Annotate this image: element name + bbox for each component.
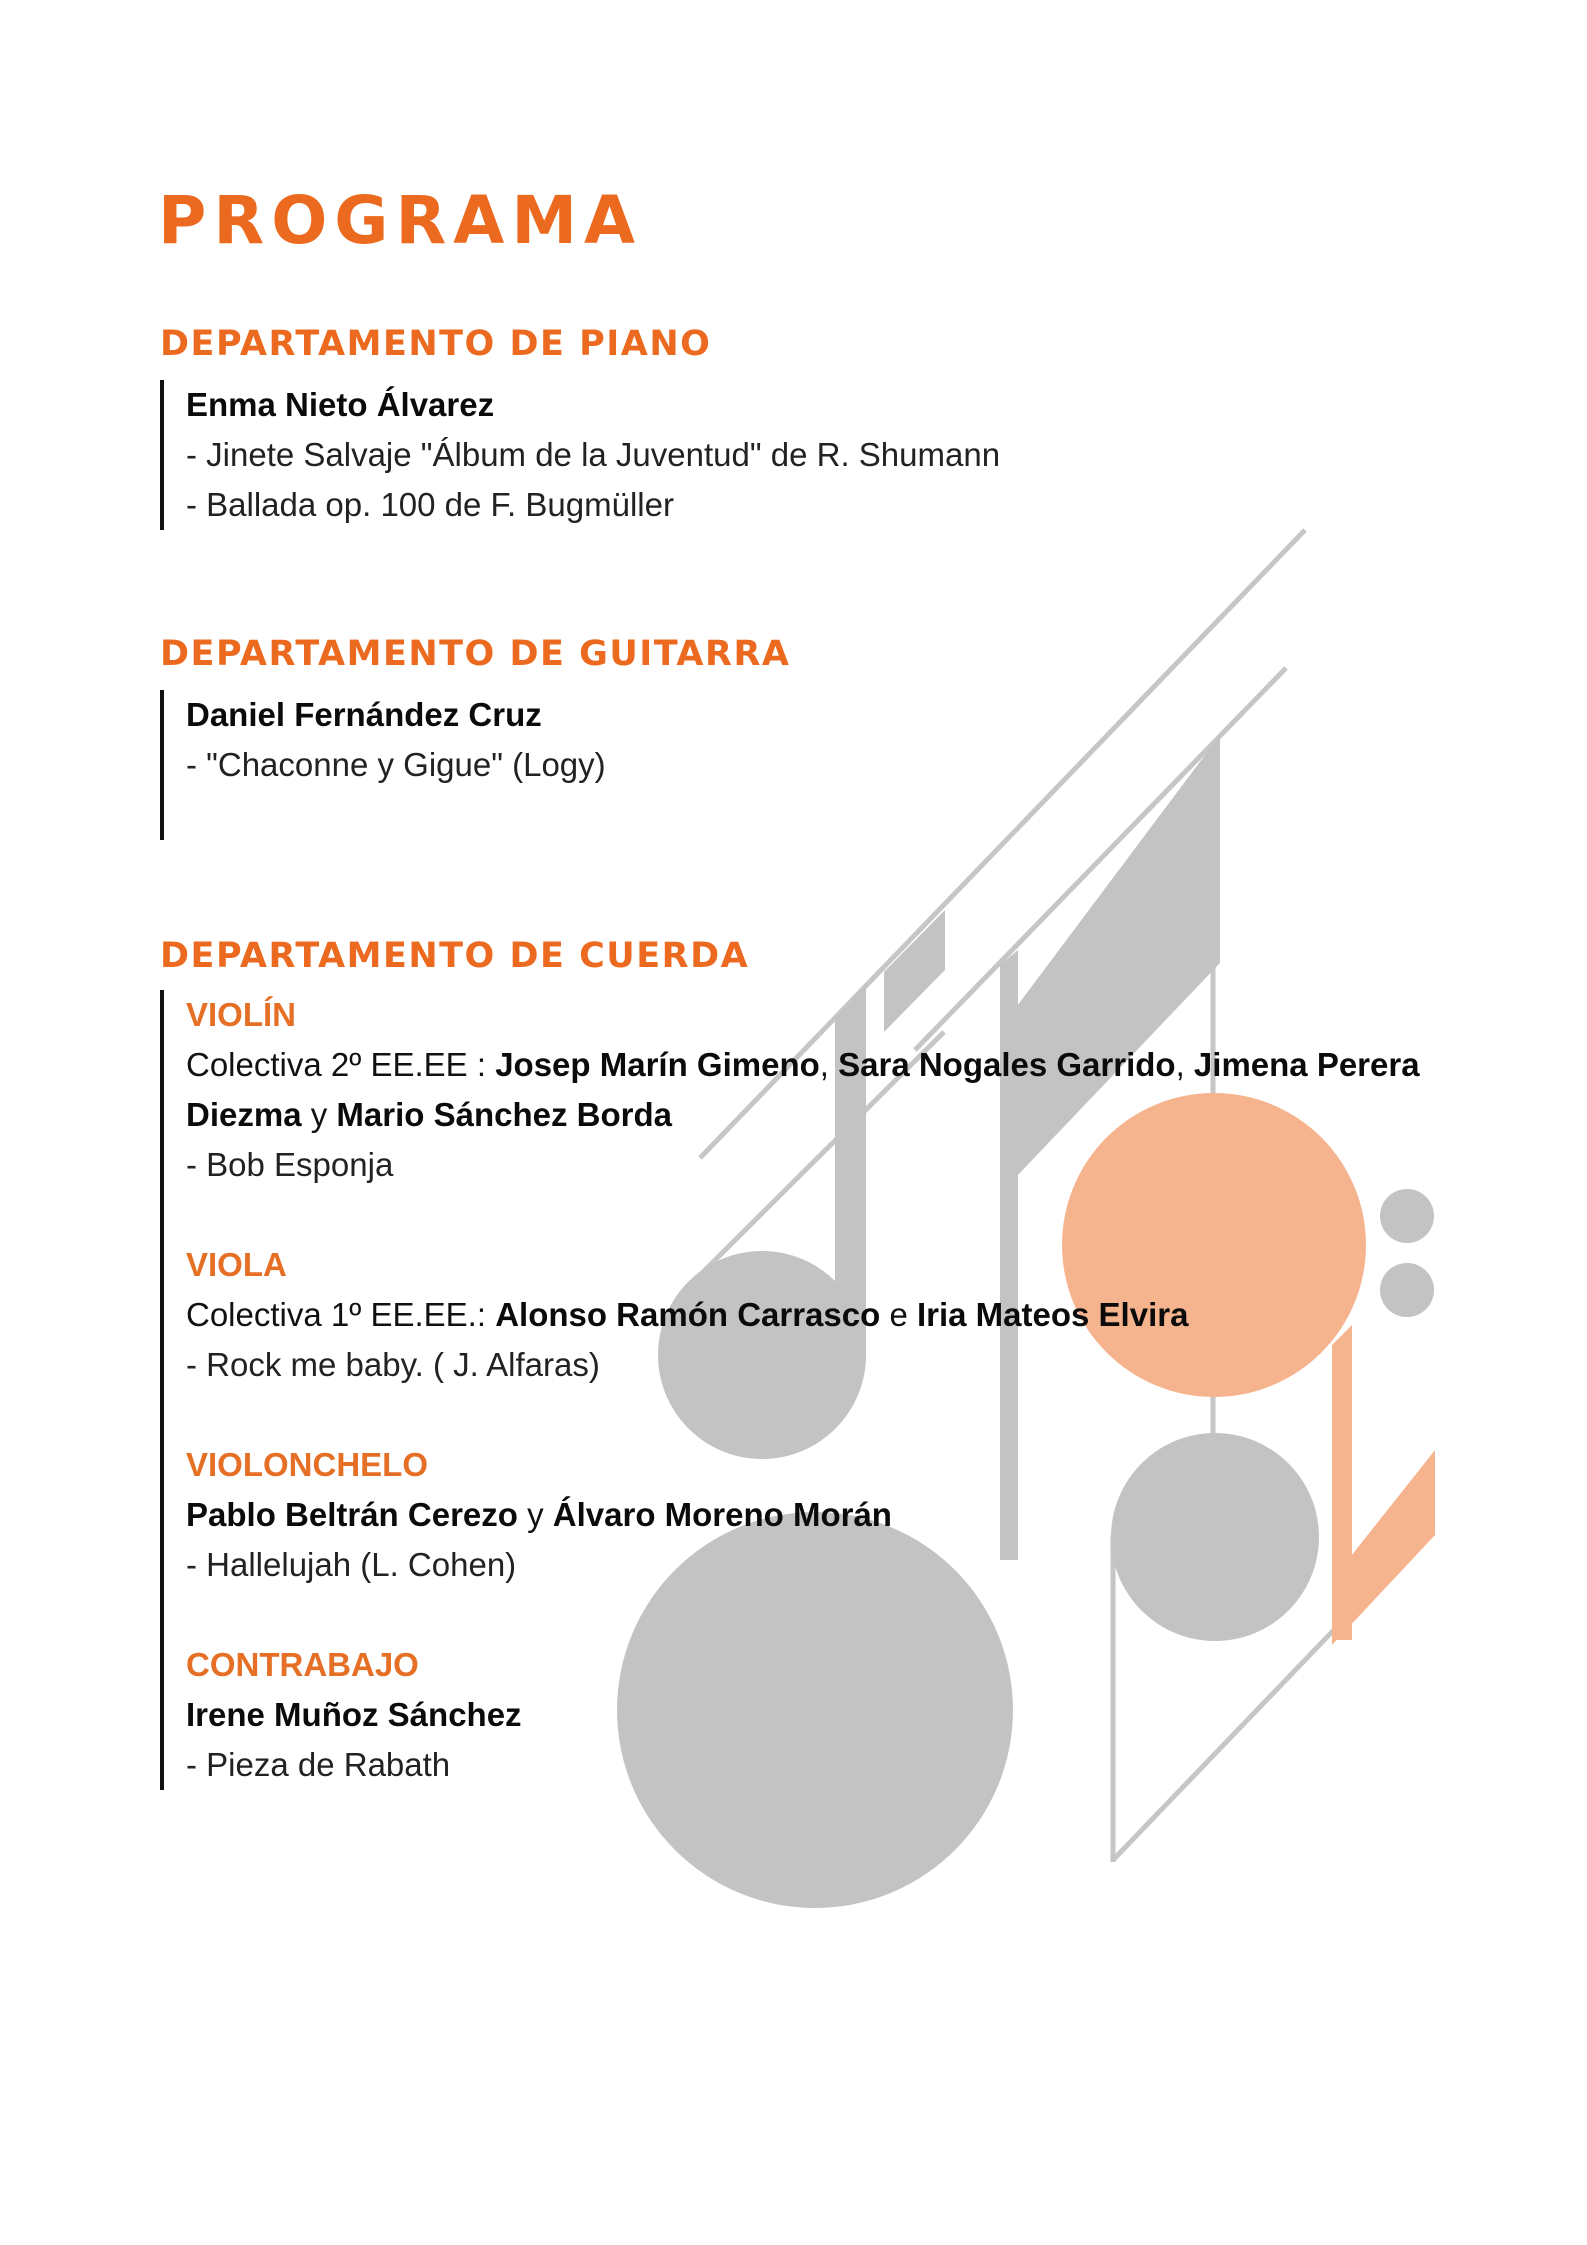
piece-line: - Hallelujah (L. Cohen) bbox=[186, 1546, 517, 1583]
violin-performers-cont: Diezma y Mario Sánchez Borda bbox=[186, 1096, 672, 1133]
guitarra-block bbox=[160, 690, 606, 840]
piece-line: - Rock me baby. ( J. Alfaras) bbox=[186, 1346, 600, 1383]
performer-name: Pablo Beltrán Cerezo bbox=[186, 1496, 518, 1533]
subsection-violonchelo: VIOLONCHELO bbox=[186, 1446, 429, 1483]
performer-name: Sara Nogales Garrido bbox=[838, 1046, 1176, 1083]
performer-name: Jimena Perera bbox=[1193, 1046, 1420, 1083]
performer-name: Iria Mateos Elvira bbox=[916, 1296, 1189, 1333]
violin-performers: Colectiva 2º EE.EE : Josep Marín Gimeno, Sara Nogales Garrido, Jimena Perera bbox=[186, 1046, 1420, 1083]
section-heading-piano: DEPARTAMENTO DE PIANO bbox=[160, 324, 712, 364]
subsection-violin: VIOLÍN bbox=[186, 996, 297, 1033]
section-heading-guitarra: DEPARTAMENTO DE GUITARRA bbox=[160, 634, 791, 674]
performer-name: Enma Nieto Álvarez bbox=[186, 386, 495, 423]
performer-name: Josep Marín Gimeno bbox=[495, 1046, 820, 1083]
piece-line: - Bob Esponja bbox=[186, 1146, 394, 1183]
piano-block bbox=[160, 380, 1000, 530]
performer-name: Alonso Ramón Carrasco bbox=[495, 1296, 881, 1333]
performer-name: Diezma bbox=[186, 1096, 302, 1133]
section-heading-cuerda: DEPARTAMENTO DE CUERDA bbox=[160, 936, 750, 976]
collective-label: Colectiva 2º EE.EE : bbox=[186, 1046, 496, 1083]
page-title: PROGRAMA bbox=[158, 182, 643, 259]
cuerda-block bbox=[160, 990, 1420, 1790]
performer-name: Irene Muñoz Sánchez bbox=[186, 1696, 522, 1733]
piece-line: - Ballada op. 100 de F. Bugmüller bbox=[186, 486, 674, 523]
collective-label: Colectiva 1º EE.EE.: bbox=[186, 1296, 496, 1333]
violonchelo-performers: Pablo Beltrán Cerezo y Álvaro Moreno Morán bbox=[186, 1496, 892, 1533]
piece-line: - Jinete Salvaje "Álbum de la Juventud" de R. Shumann bbox=[186, 436, 1001, 473]
piece-line: - "Chaconne y Gigue" (Logy) bbox=[186, 746, 606, 783]
performer-name: Mario Sánchez Borda bbox=[336, 1096, 672, 1133]
subsection-contrabajo: CONTRABAJO bbox=[186, 1646, 419, 1683]
viola-performers: Colectiva 1º EE.EE.: Alonso Ramón Carrasco e Iria Mateos Elvira bbox=[186, 1296, 1189, 1333]
piece-line: - Pieza de Rabath bbox=[186, 1746, 451, 1783]
subsection-viola: VIOLA bbox=[186, 1246, 287, 1283]
performer-name: Daniel Fernández Cruz bbox=[186, 696, 542, 733]
performer-name: Álvaro Moreno Morán bbox=[552, 1496, 892, 1533]
